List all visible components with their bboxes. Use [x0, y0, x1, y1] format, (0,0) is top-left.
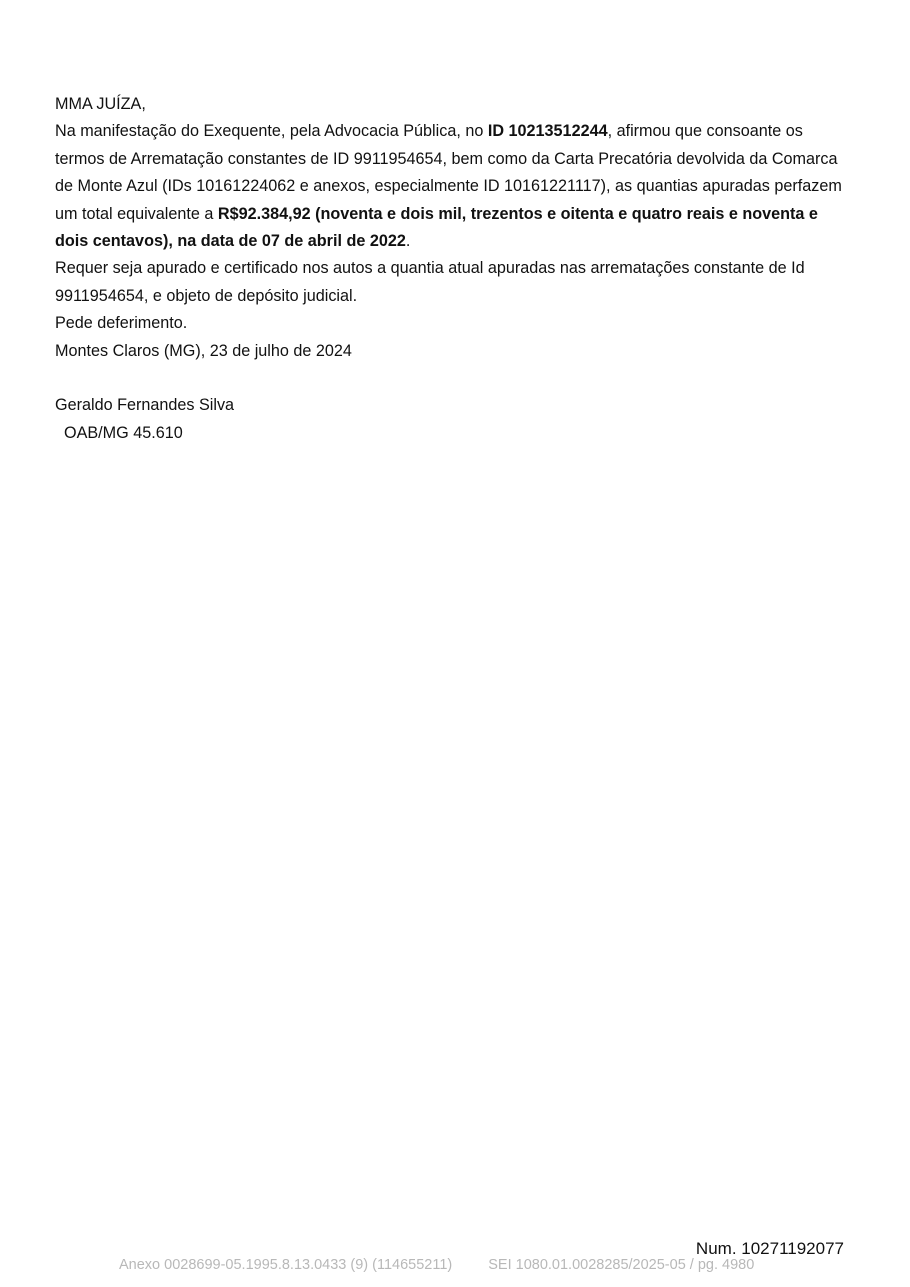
page-footer: [119, 1257, 754, 1273]
paragraph-text: .: [405, 232, 411, 251]
paragraph-text: Na manifestação do Exequente, pela Advocacia Pública, no: [55, 122, 488, 141]
paragraph-request: Requer seja apurado e certificado nos autos a quantia atual apuradas nas arrematações constante de Id 9911954654, e objeto de depósito judicial.: [55, 259, 805, 305]
footer-annex: Anexo 0028699-05.1995.8.13.0433 (9) (114655211): [119, 1257, 453, 1273]
footer-sei: SEI 1080.01.0028285/2025-05 / pg. 4980: [488, 1257, 755, 1273]
spacer: [55, 365, 855, 392]
document-number: Num. 10271192077: [695, 1239, 844, 1258]
signer-oab: OAB/MG 45.610: [64, 423, 183, 442]
id-reference: ID 10213512244: [487, 122, 608, 141]
paragraph-manifestation: [55, 118, 855, 255]
salutation: MMA JUÍZA,: [55, 95, 146, 113]
place-date: Montes Claros (MG), 23 de julho de 2024: [55, 341, 352, 360]
signer-name: Geraldo Fernandes Silva: [55, 396, 235, 415]
letter-body: [55, 91, 855, 447]
closing: Pede deferimento.: [55, 314, 188, 333]
paragraph-text: , afirmou que consoante os termos de Arrematação constantes de ID 9911954654, bem como da Carta Precatória devolvida da Comarca de Monte Azul (IDs 10161224062 e anexos, especialmente ID 10161221117), as quantias apuradas perfazem um total equivalente a: [55, 122, 842, 223]
amount-statement: R$92.384,92 (noventa e dois mil, trezentos e oitenta e quatro reais e noventa e dois centavos), na data de 07 de abril de 2022: [55, 204, 818, 251]
